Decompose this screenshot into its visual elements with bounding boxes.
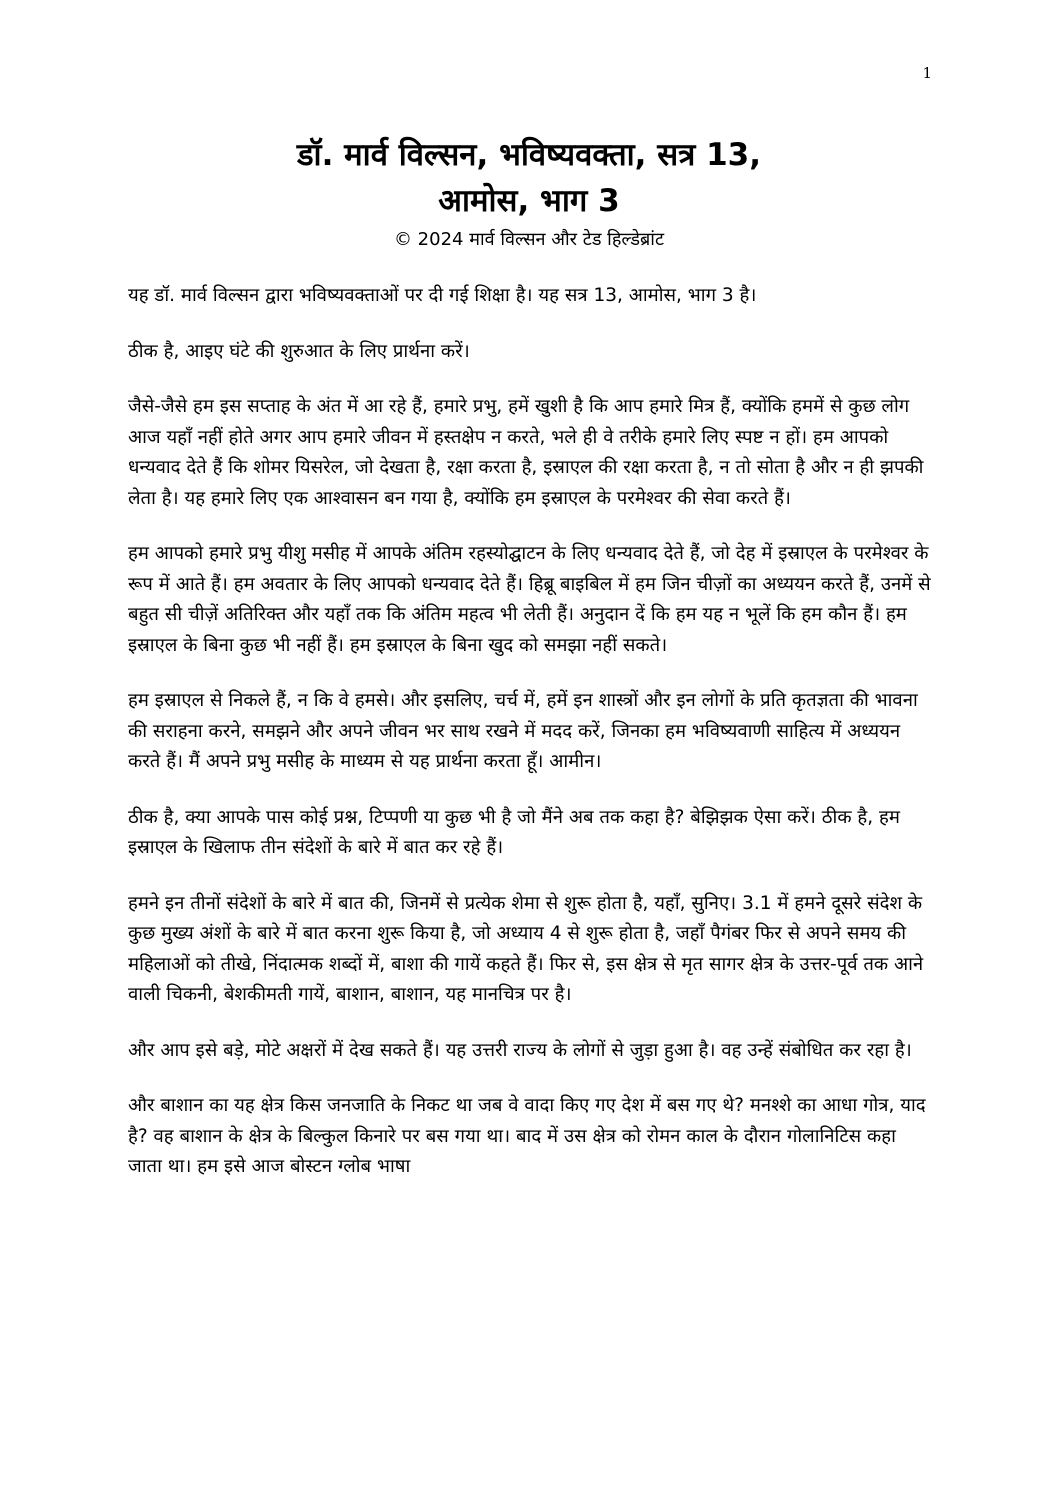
paragraph-three-messages: हमने इन तीनों संदेशों के बारे में बात की, जिनमें से प्रत्येक शेमा से शुरू होता है, यहाँ, सुनिए। 3.1 में हमने दूसरे संदेश के कुछ मुख्य अंशों के बारे में बात करना शुरू किया है, जो अध्याय 4 से शुरू होता है, जहाँ पैगंबर फिर से अपने समय की महिलाओं को तीखे, निंदात्मक शब्दों में, बाशा की गायें कहते हैं। फिर से, इस क्षेत्र से मृत सागर क्षेत्र के उत्तर-पूर्व तक आने वाली चिकनी, बेशकीमती गायें, बाशान, बाशान, यह मानचित्र पर है। bbox=[128, 892, 924, 1005]
paragraph-prayer-1: जैसे-जैसे हम इस सप्ताह के अंत में आ रहे हैं, हमारे प्रभु, हमें खुशी है कि आप हमारे मित्र हैं, क्योंकि हममें से कुछ लोग आज यहाँ नहीं होते अगर आप हमारे जीवन में हस्तक्षेप न करते, भले ही वे तरीके हमारे लिए स्पष्ट न हों। हम आपको धन्यवाद देते हैं कि शोमर यिसरेल, जो देखता है, रक्षा करता है, इस्राएल की रक्षा करता है, न तो सोता है और न ही झपकी लेता है। यह हमारे लिए एक आश्वासन बन गया है, क्योंकि हम इस्राएल के परमेश्वर की सेवा करते हैं। bbox=[128, 396, 924, 509]
paragraph-bold-letters: और आप इसे बड़े, मोटे अक्षरों में देख सकते हैं। यह उत्तरी राज्य के लोगों से जुड़ा हुआ है। वह उन्हें संबोधित कर रहा है। bbox=[128, 1039, 912, 1061]
copyright-notice: © 2024 मार्व विल्सन और टेड हिल्डेब्रांट bbox=[393, 229, 665, 250]
document-title-line-2: आमोस, भाग 3 bbox=[438, 183, 620, 219]
page-number: 1 bbox=[922, 64, 932, 82]
document-header bbox=[0, 132, 1058, 254]
document-body bbox=[128, 281, 934, 1208]
paragraph-bashan-region: और बाशान का यह क्षेत्र किस जनजाति के निकट था जब वे वादा किए गए देश में बस गए थे? मनश्शे का आधा गोत्र, याद है? वह बाशान के क्षेत्र के बिल्कुल किनारे पर बस गया था। बाद में उस क्षेत्र को रोमन काल के दौरान गोलानिटिस कहा जाता था। हम इसे आज बोस्टन ग्लोब भाषा bbox=[128, 1095, 926, 1177]
document-title-line-1: डॉ. मार्व विल्सन, भविष्यवक्ता, सत्र 13, bbox=[296, 137, 762, 173]
paragraph-prayer-3: हम इस्राएल से निकले हैं, न कि वे हमसे। और इसलिए, चर्च में, हमें इन शास्त्रों और इन लोगों के प्रति कृतज्ञता की भावना की सराहना करने, समझने और अपने जीवन भर साथ रखने में मदद करें, जिनका हम भविष्यवाणी साहित्य में अध्ययन करते हैं। मैं अपने प्रभु मसीह के माध्यम से यह प्रार्थना करता हूँ। आमीन। bbox=[128, 690, 918, 772]
paragraph-prayer-2: हम आपको हमारे प्रभु यीशु मसीह में आपके अंतिम रहस्योद्घाटन के लिए धन्यवाद देते हैं, जो देह में इस्राएल के परमेश्वर के रूप में आते हैं। हम अवतार के लिए आपको धन्यवाद देते हैं। हिब्रू बाइबिल में हम जिन चीज़ों का अध्ययन करते हैं, उनमें से बहुत सी चीज़ें अतिरिक्त और यहाँ तक कि अंतिम महत्व भी लेती हैं। अनुदान दें कि हम यह न भूलें कि हम कौन हैं। हम इस्राएल के बिना कुछ भी नहीं हैं। हम इस्राएल के बिना खुद को समझा नहीं सकते। bbox=[128, 543, 931, 656]
paragraph-prayer-call: ठीक है, आइए घंटे की शुरुआत के लिए प्रार्थना करें। bbox=[128, 340, 470, 362]
paragraph-questions: ठीक है, क्या आपके पास कोई प्रश्न, टिप्पणी या कुछ भी है जो मैंने अब तक कहा है? बेझिझक ऐसा करें। ठीक है, हम इस्राएल के खिलाफ तीन संदेशों के बारे में बात कर रहे हैं। bbox=[128, 806, 900, 858]
paragraph-intro: यह डॉ. मार्व विल्सन द्वारा भविष्यवक्ताओं पर दी गई शिक्षा है। यह सत्र 13, आमोस, भाग 3 है। bbox=[128, 285, 757, 306]
